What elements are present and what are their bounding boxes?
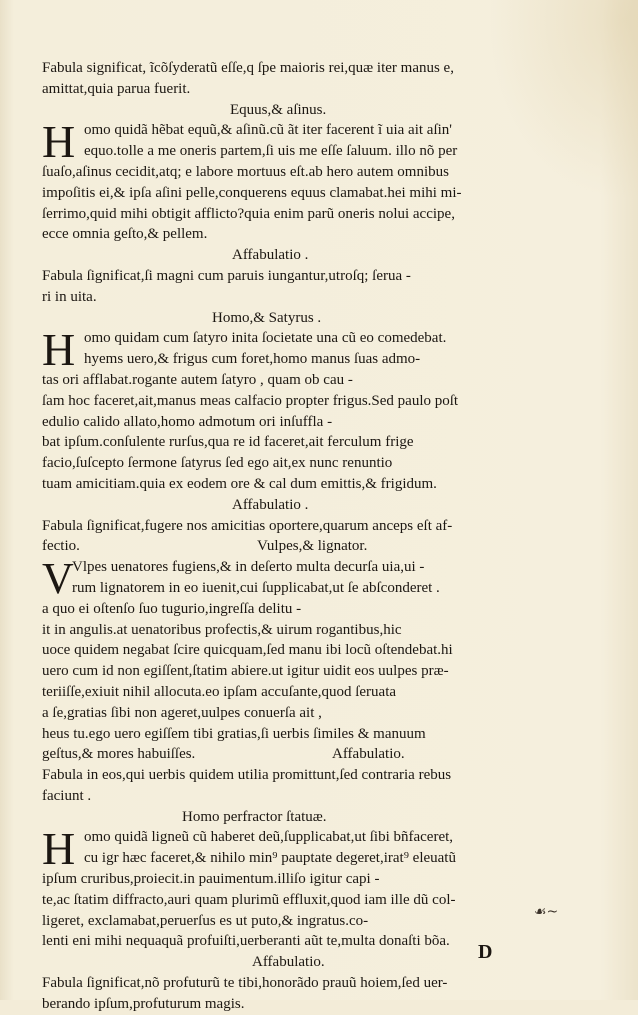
text-line: ipſum cruribus,proiecit.in pauimentum.illiſo igitur capi - — [42, 871, 380, 888]
text-line: tas ori afflabat.rogante autem ſatyro , quam ob cau - — [42, 371, 353, 388]
moral-line — [42, 536, 522, 557]
moral-line: Fabula in eos,qui uerbis quidem utilia promittunt,ſed contraria rebus — [42, 767, 452, 784]
text-line: omo quidam cum ſatyro inita ſocietate una cũ eo comedebat. — [84, 330, 447, 347]
text-line: amittat,quia parua fuerit. — [42, 80, 191, 97]
text-line: ſerrimo,quid mihi obtigit afflicto?quia enim parũ oneris nolui accipe, — [42, 205, 455, 222]
text-line: tuam amicitiam.quia ex eodem ore & cal dum emittis,& frigidum. — [42, 475, 437, 492]
fable-body — [42, 823, 522, 952]
text-line: omo quidã ligneũ cũ haberet deũ,ſupplicabat,ut ſibi bñfaceret, — [84, 829, 454, 846]
text-line: facio,ſuſcepto ſermone ſatyrus ſed ego ait,ex nunc renuntio — [42, 455, 393, 472]
text-line: uero cum id non egiſſent,ſtatim abiere.ut igitur uidit eos uulpes præ- — [42, 663, 449, 680]
text-line: ſuaſo,aſinus cecidit,atq; e labore mortuus eſt.ab hero autem omnibus — [42, 163, 449, 180]
drop-initial: H — [42, 324, 76, 376]
text-line: ſam hoc faceret,ait,manus meas calfacio propter frigus.Sed paulo poſt — [42, 392, 459, 409]
text-line: a ſe,gratias ſibi non ageret,uulpes conuerſa ait , — [42, 704, 322, 721]
moral-line: ri in uita. — [42, 288, 97, 305]
text-line: equo.tolle a me oneris partem,ſi uis me eſſe ſaluum. illo nõ per — [84, 143, 458, 160]
margin-ornament: ☙~ — [534, 904, 559, 920]
moral-line-text: fectio. — [42, 538, 80, 555]
text-line: ecce omnia geſto,& pellem. — [42, 226, 208, 243]
page-text — [42, 58, 522, 1015]
drop-initial: V — [42, 554, 74, 604]
moral-line: berando ipſum,profuturum magis. — [42, 995, 245, 1012]
text-line: Vlpes uenatores fugiens,& in deſerto multa decurſa uia,ui - — [72, 559, 425, 576]
text-line: a quo ei oſtenſo ſuo tugurio,ingreſſa delitu - — [42, 600, 302, 617]
moral-line: faciunt . — [42, 787, 92, 804]
text-line: hyems uero,& frigus cum foret,homo manus ſuas admo- — [84, 351, 421, 368]
text-line: uoce quidem negabat ſcire quicquam,ſed manu ibi locũ oſtendebat.hi — [42, 642, 453, 659]
text-line: impoſitis ei,& ipſa aſini pelle,conquerens equus clamabat.hei mihi mi- — [42, 184, 462, 201]
moral-line: Fabula ſignificat,nõ profuturũ te tibi,honorãdo prauũ hoiem,ſed uer- — [42, 975, 448, 992]
fable-title: Equus,& aſinus. — [230, 101, 327, 118]
fable-body — [42, 324, 522, 494]
fable-body — [42, 554, 522, 765]
fable-title: Vulpes,& lignator. — [257, 538, 368, 555]
text-line: bat ipſum.conſulente rurſus,qua re id faceret,ait ferculum frige — [42, 434, 414, 451]
text-line: omo quidã hẽbat equũ,& aſinũ.cũ ãt iter facerent ĩ uia ait aſin' — [84, 122, 452, 139]
text-line-content: geſtus,& mores habuiſſes. — [42, 746, 196, 763]
moral-line: Fabula ſignificat,fugere nos amicitias oportere,quarum anceps eſt af- — [42, 517, 453, 534]
text-line: te,ac ſtatim diffracto,auri quam plurimũ effluxit,quod iam ille dũ col- — [42, 891, 456, 908]
text-line: Fabula significat, ĩcõſyderatũ eſſe,q ſpe maioris rei,quæ iter manus e, — [42, 60, 454, 76]
text-line: teriiſſe,exiuit nihil allocuta.eo ipſam accuſante,quod ſeruata — [42, 683, 397, 700]
moral-title: Affabulatio . — [232, 496, 309, 513]
moral-title: Affabulatio. — [252, 954, 325, 971]
text-line: cu igr hæc faceret,& nihilo min⁹ pauptate degeret,irat⁹ eleuatũ — [84, 850, 456, 867]
fable-body — [42, 116, 522, 245]
text-line: rum lignatorem in eo iuenit,cui ſupplicabat,ut ſe abſconderet . — [72, 579, 440, 596]
fable-title: Homo,& Satyrus . — [212, 309, 322, 326]
moral-line: Fabula ſignificat,ſi magni cum paruis iungantur,utroſq; ſerua - — [42, 267, 411, 284]
text-line: lenti eni mihi nequaquã profuiſti,uerberanti aũt te,multa donaſti bõa. — [42, 933, 450, 950]
moral-title: Affabulatio. — [332, 746, 405, 763]
drop-initial: H — [42, 823, 76, 875]
text-line: ligeret, exclamabat,peruerſus es ut puto,& ingratus.co- — [42, 912, 369, 929]
text-line: heus tu.ego uero egiſſem tibi gratias,ſi uerbis ſimiles & manuum — [42, 725, 426, 742]
text-line: it in angulis.at uenatoribus profectis,& uirum rogantibus,hic — [42, 621, 402, 638]
moral-title: Affabulatio . — [232, 247, 309, 264]
signature-mark: D — [478, 941, 493, 963]
text-line — [42, 744, 522, 765]
drop-initial: H — [42, 116, 76, 168]
fable-title: Homo perfractor ſtatuæ. — [182, 808, 327, 825]
text-line: edulio calido allato,homo admotum ori inſuffla - — [42, 413, 333, 430]
